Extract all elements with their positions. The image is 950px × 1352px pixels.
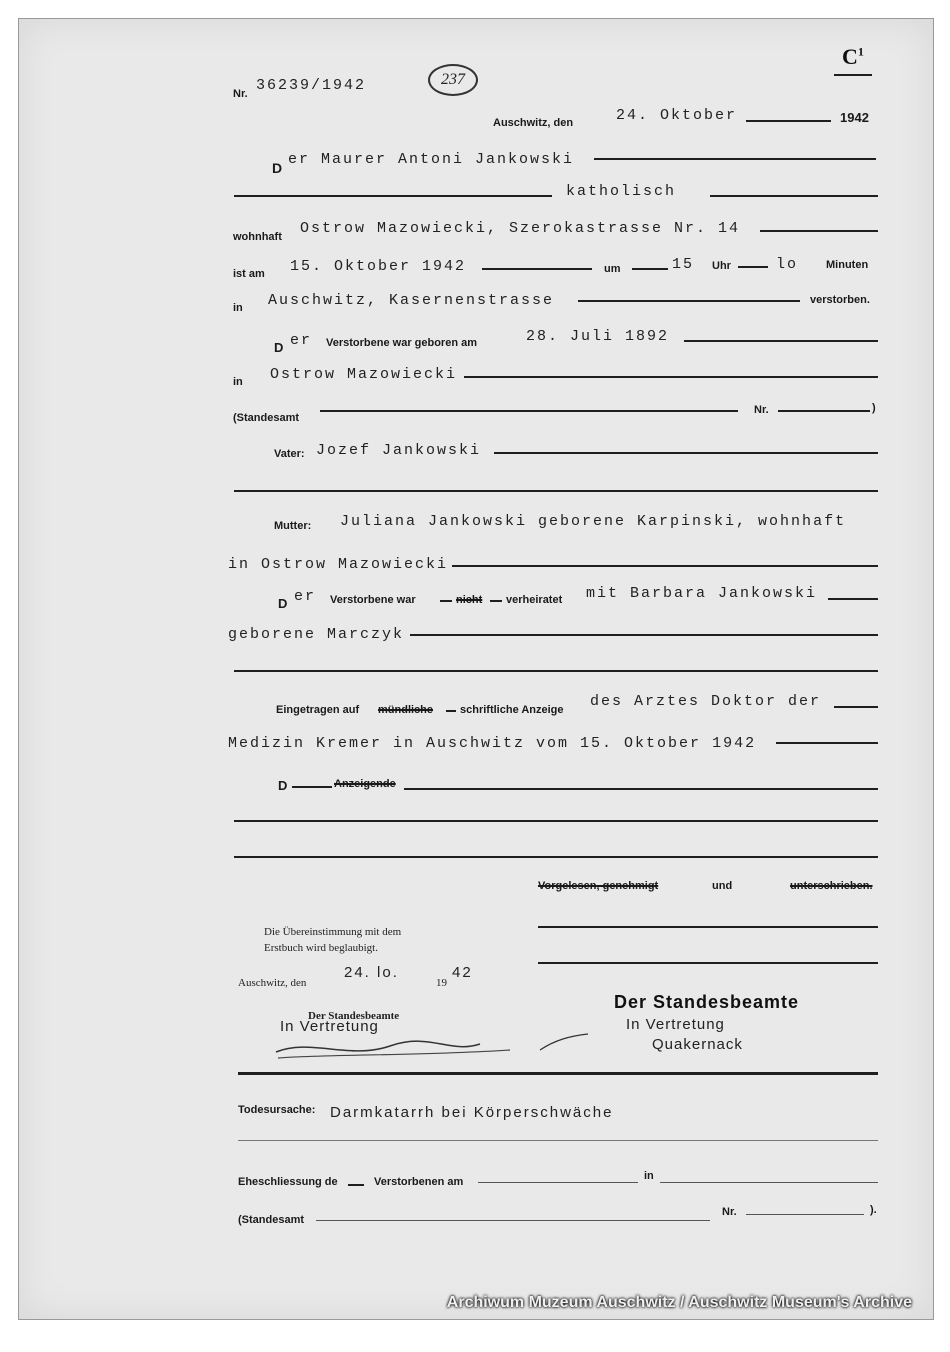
register-number: 36239/1942 <box>256 77 367 94</box>
handwritten-number: 237 <box>428 64 478 96</box>
muendliche-struck: mündliche <box>378 704 434 716</box>
right-stamp-title: Der Standesbeamte <box>614 992 800 1012</box>
residence-line <box>760 230 878 232</box>
nr-2-line <box>746 1214 864 1215</box>
uhr-label: Uhr <box>712 260 731 272</box>
unterschrieben-struck: unterschrieben. <box>790 880 873 892</box>
birth-date: 28. Juli 1892 <box>526 328 670 345</box>
registration-year: 1942 <box>840 110 869 125</box>
certification-line-1: Die Übereinstimmung mit dem <box>264 926 402 938</box>
birth-in-label: in <box>233 376 243 388</box>
mutter-label: Mutter: <box>274 520 312 532</box>
hour-line-left <box>632 268 668 270</box>
residence-value: Ostrow Mazowiecki, Szerokastrasse Nr. 14 <box>300 220 741 237</box>
eheschliessung-blank <box>348 1184 364 1186</box>
eingetragen-dash <box>446 710 456 712</box>
birth-place: Ostrow Mazowiecki <box>270 366 458 383</box>
deceased-prefix: D <box>272 160 283 176</box>
cert-place-label: Auschwitz, den <box>238 977 307 989</box>
birth-place-line <box>464 376 878 378</box>
left-stamp-vertretung: In Vertretung <box>280 1018 379 1035</box>
nr-label: Nr. <box>233 88 248 100</box>
mother-residence: in Ostrow Mazowiecki <box>228 556 449 573</box>
standesamt-2-line <box>316 1220 710 1221</box>
married-prefix: D <box>278 596 288 611</box>
death-place: Auschwitz, Kasernenstrasse <box>268 292 555 309</box>
mother-line <box>452 565 878 567</box>
death-date-line <box>482 268 592 270</box>
married-label-2: verheiratet <box>506 594 563 606</box>
eheschliessung-in: in <box>644 1170 654 1182</box>
mother-value: Juliana Jankowski geborene Karpinski, wohnhaft <box>340 513 847 530</box>
registrar-name: Quakernack <box>652 1036 743 1053</box>
father-line <box>494 452 878 454</box>
und-label: und <box>712 880 733 892</box>
spouse-maiden-line <box>410 634 878 636</box>
spouse-line <box>828 598 878 600</box>
anzeigende-line-3 <box>234 856 878 858</box>
religion-value: katholisch <box>566 183 677 200</box>
report-line <box>834 706 878 708</box>
death-date: 15. Oktober 1942 <box>290 258 467 275</box>
spouse-name: mit Barbara Jankowski <box>586 585 818 602</box>
deceased-name: er Maurer Antoni Jankowski <box>288 151 575 168</box>
eheschliessung-label-2: Verstorbenen am <box>374 1176 464 1188</box>
nr-2-label: Nr. <box>722 1206 737 1218</box>
vater-label: Vater: <box>274 448 305 460</box>
cert-year-prefix: 19 <box>436 977 447 989</box>
married-struck: nicht <box>456 594 483 606</box>
in-label: in <box>233 302 243 314</box>
minuten-label: Minuten <box>826 259 869 271</box>
standesamt-label: (Standesamt <box>233 412 300 424</box>
spouse-maiden: geborene Marczyk <box>228 626 405 643</box>
signature-scribble <box>270 1030 590 1064</box>
cause-line <box>238 1140 878 1141</box>
signature-line-1 <box>538 926 878 928</box>
todesursache-label: Todesursache: <box>238 1104 316 1116</box>
standesamt-close: ) <box>872 402 876 414</box>
section-divider <box>238 1072 878 1075</box>
registration-date: 24. Oktober <box>616 107 738 124</box>
death-minute: lo <box>776 256 799 273</box>
eingetragen-label: Eingetragen auf <box>276 704 360 716</box>
standesamt-nr-label: Nr. <box>754 404 769 416</box>
document-page <box>18 18 934 1320</box>
cert-year-suffix: 42 <box>452 964 473 981</box>
verstorben-label: verstorben. <box>810 294 870 306</box>
wohnhaft-label: wohnhaft <box>233 231 282 243</box>
married-dash-left <box>440 600 452 602</box>
standesamt-nr-line <box>778 410 870 412</box>
father-line-2 <box>234 490 878 492</box>
form-code-underline <box>834 74 872 76</box>
deceased-line <box>594 158 876 160</box>
anzeigende-dash <box>292 786 332 788</box>
report-value: des Arztes Doktor der <box>590 693 822 710</box>
left-stamp-title: Der Standesbeamte <box>308 1010 400 1022</box>
date-line <box>746 120 831 122</box>
report-cont-line <box>776 742 878 744</box>
cert-date: 24. lo. <box>344 964 399 981</box>
place-date-label: Auschwitz, den <box>493 117 574 129</box>
death-hour: 15 <box>672 256 695 273</box>
archive-credit: Archiwum Muzeum Auschwitz / Auschwitz Museum's Archive <box>446 1294 912 1311</box>
eheschliessung-label: Eheschliessung de <box>238 1176 338 1188</box>
father-name: Jozef Jankowski <box>316 442 482 459</box>
eheschliessung-place-line <box>660 1182 878 1183</box>
cause-of-death: Darmkatarrh bei Körperschwäche <box>330 1104 614 1121</box>
close-paren-2: ). <box>870 1204 877 1216</box>
born-article: er <box>290 332 313 349</box>
form-code: $C^1$ <box>842 44 864 69</box>
schriftliche-label: schriftliche Anzeige <box>460 704 564 716</box>
minute-line-left <box>738 266 768 268</box>
anzeigende-prefix: D <box>278 778 288 793</box>
vorgelesen-struck: Vorgelesen, genehmigt <box>538 880 659 892</box>
married-label: Verstorbene war <box>330 594 416 606</box>
anzeigende-line-2 <box>234 820 878 822</box>
report-continuation: Medizin Kremer in Auschwitz vom 15. Oktober 1942 <box>228 735 757 752</box>
born-label: Verstorbene war geboren am <box>326 337 477 349</box>
married-dash-right <box>490 600 502 602</box>
anzeigende-line <box>404 788 878 790</box>
signature-line-2 <box>538 962 878 964</box>
standesamt-line <box>320 410 738 412</box>
um-label: um <box>604 263 621 275</box>
eheschliessung-date-line <box>478 1182 638 1183</box>
anzeigende-struck: Anzeigende <box>334 778 396 790</box>
certification-line-2: Erstbuch wird beglaubigt. <box>264 942 378 954</box>
right-stamp-vertretung: In Vertretung <box>626 1016 725 1033</box>
death-place-line <box>578 300 800 302</box>
standesamt-2-label: (Standesamt <box>238 1214 305 1226</box>
married-article: er <box>294 588 317 605</box>
ist-am-label: ist am <box>233 268 265 280</box>
married-line-2 <box>234 670 878 672</box>
born-prefix: D <box>274 340 284 355</box>
religion-line-left <box>234 195 552 197</box>
religion-line-right <box>710 195 878 197</box>
birth-date-line <box>684 340 878 342</box>
